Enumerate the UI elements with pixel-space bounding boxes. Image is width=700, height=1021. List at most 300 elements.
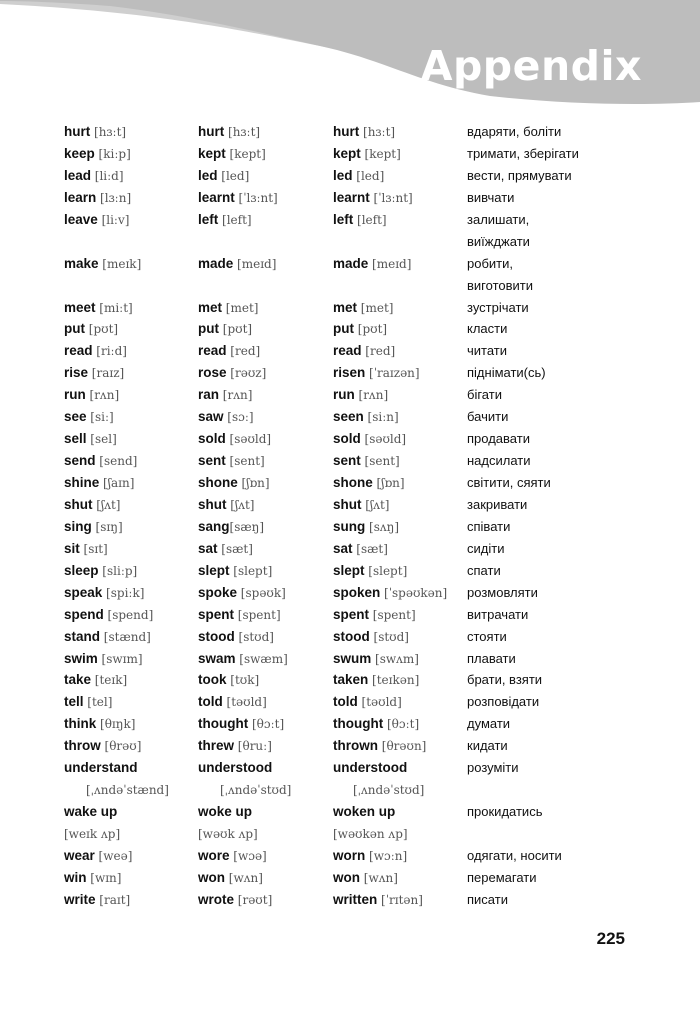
base-form-cell [64,428,117,450]
transcription: [wʌn] [363,870,398,885]
past-simple-cell [198,165,249,187]
past-simple-cell [198,494,255,516]
transcription: [wəʊk ʌp] [198,827,258,841]
transcription: [riːd] [96,344,127,359]
translation-cell: тримати, зберігати [467,145,579,161]
past-participle-cell [333,779,424,801]
verb-word: hurt [198,124,225,139]
past-simple-cell [198,187,278,209]
base-form-cell [64,801,117,822]
verb-word: win [64,869,87,885]
past-simple-cell [198,889,272,911]
transcription: [slept] [233,563,273,578]
translation-cell: зустрічати [467,299,529,315]
transcription: [kept] [364,146,401,161]
translation-cell: перемагати [467,869,537,885]
past-participle-cell [333,735,426,757]
translation-cell: світити, сяяти [467,475,551,490]
transcription: [left] [357,212,387,227]
base-form-cell [64,209,129,231]
base-form-cell [64,867,121,889]
verb-word: read [64,343,93,359]
transcription: [wɔə] [233,848,267,863]
transcription: [ʃɒn] [376,476,405,490]
translation-cell: продавати [467,431,530,447]
verb-word: spoke [198,584,238,600]
verb-word: put [64,321,85,337]
verb-word: wake up [64,804,118,820]
transcription: [lɜːn] [100,190,132,205]
verb-word: read [198,343,227,359]
translation-cell: піднімати(сь) [467,365,546,381]
past-participle-cell [333,823,408,845]
verb-word: won [198,869,225,885]
verb-word: led [198,167,218,183]
base-form-cell [64,713,135,735]
past-participle-cell [333,538,388,560]
transcription: [sent] [364,454,400,469]
verb-word: kept [333,145,361,161]
verb-word: read [333,343,362,359]
verb-word: understood [333,760,408,776]
past-simple-cell [198,253,276,275]
base-form-cell [64,450,137,472]
base-form-cell [64,340,127,362]
verb-word: written [333,891,378,907]
past-participle-cell [333,187,413,209]
past-participle-cell [333,472,405,494]
base-form-cell [64,560,137,582]
transcription: [ˈlɜːnt] [238,190,278,205]
transcription: [spend] [107,607,154,622]
verb-word: made [198,255,234,271]
past-participle-cell [333,340,395,362]
past-simple-cell [198,560,272,582]
verb-word: learn [64,189,97,205]
transcription: [kept] [229,146,266,161]
base-form-cell [64,516,123,538]
translation-cell: вдаряти, боліти [467,124,562,139]
past-simple-cell [198,867,263,889]
past-simple-cell [198,779,291,801]
translation-cell: кидати [467,738,508,754]
verb-word: won [333,869,360,885]
verb-word: send [64,453,96,469]
transcription: [sliːp] [102,563,138,578]
verb-word: worn [333,847,366,863]
transcription: [ˌʌndəˈstænd] [86,783,169,798]
transcription: [liːv] [101,212,130,227]
translation-cell: залишати, [467,211,530,227]
past-simple-cell [198,713,284,735]
page-number: 225 [596,929,625,948]
verb-word: sold [198,431,226,447]
transcription: [pʊt] [357,322,388,337]
verb-word: sold [333,431,361,447]
transcription: [miːt] [99,300,133,315]
verb-word: sleep [64,562,99,578]
transcription: [spent] [237,607,281,622]
translation-cell: розповідати [467,694,540,710]
past-participle-cell [333,867,398,889]
past-participle-cell [333,165,384,187]
translation-cell: співати [467,518,511,534]
transcription: [hɜːt] [363,125,396,139]
transcription: [meɪk] [102,256,142,271]
verb-word: thrown [333,738,378,754]
past-simple-cell [198,648,288,670]
verb-word: wear [64,847,95,863]
translation-cell: бігати [467,387,502,403]
verb-word: led [333,167,353,183]
transcription: [tel] [87,695,113,710]
transcription: [ʃʌt] [365,497,390,512]
verb-word: shone [333,475,373,490]
verb-word: wrote [198,891,235,907]
base-form-cell [64,889,130,911]
past-participle-cell [333,626,409,648]
transcription: [ˈrɪtən] [381,892,423,907]
base-form-cell [64,648,143,670]
verb-word: lead [64,167,92,183]
verb-word: spent [333,606,370,622]
past-participle-cell [333,450,400,472]
transcription: [send] [99,454,138,469]
verb-word: seen [333,409,364,425]
verb-word: shone [198,475,238,490]
transcription: [ʃɒn] [241,476,270,490]
verb-word: left [333,211,354,227]
verb-word: learnt [198,189,235,205]
base-form-cell [64,165,124,187]
transcription: [ˌʌndəˈstʊd] [353,783,425,798]
verb-word: hurt [333,124,360,139]
transcription: [wɔːn] [369,848,408,863]
transcription: [siː] [90,410,114,425]
past-participle-cell [333,494,390,516]
base-form-cell [64,297,133,319]
past-participle-cell [333,801,395,822]
translation-cell: одягати, носити [467,847,562,863]
verb-word: sat [198,540,218,556]
transcription: [wəʊkən ʌp] [333,827,408,841]
translation-cell: надсилати [467,453,531,469]
verb-word: ran [198,387,220,403]
verb-word: sit [64,540,80,556]
translation-cell: бачити [467,409,509,425]
past-simple-cell [198,340,260,362]
translation-cell: виїжджати [467,233,530,249]
transcription: [liːd] [94,168,124,183]
transcription: [swæm] [239,651,288,666]
transcription: [red] [365,344,396,359]
base-form-cell [64,494,121,516]
past-participle-cell [333,560,407,582]
verb-word: stood [198,628,235,644]
transcription: [kiːp] [98,146,131,161]
transcription: [sɔː] [227,410,254,425]
past-participle-cell [333,253,411,275]
transcription: [sæŋ] [229,519,265,534]
verb-word: put [333,321,354,337]
transcription: [rəʊz] [230,366,267,381]
past-participle-cell [333,428,406,450]
transcription: [raɪz] [91,366,125,381]
past-simple-cell [198,801,252,822]
verb-word: rose [198,365,227,381]
past-participle-cell [333,143,401,165]
transcription: [sʌŋ] [369,519,400,534]
base-form-cell [64,406,114,428]
past-simple-cell [198,428,271,450]
verb-word: thought [333,716,384,732]
transcription: [teɪk] [94,673,128,688]
past-simple-cell [198,626,274,648]
transcription: [wɪn] [90,870,122,885]
transcription: [səʊld] [364,432,407,447]
transcription: [θɪŋk] [100,717,136,732]
verb-word: slept [198,562,230,578]
verb-word: take [64,672,92,688]
transcription: [weɪk ʌp] [64,827,121,841]
past-participle-cell [333,669,419,691]
past-simple-cell [198,406,254,428]
translation-cell: розуміти [467,760,519,776]
translation-cell: писати [467,891,508,907]
past-participle-cell [333,889,423,911]
past-participle-cell [333,845,407,867]
verb-word: shut [64,496,93,512]
base-form-cell [64,691,112,713]
verb-word: hurt [64,124,91,139]
transcription: [θrəʊn] [381,739,427,754]
verb-word: make [64,255,99,271]
transcription: [meɪd] [372,256,412,271]
past-participle-cell [333,406,399,428]
base-form-cell [64,735,141,757]
verb-word: saw [198,409,224,425]
past-simple-cell [198,318,252,340]
transcription: [sɪt] [83,541,108,556]
transcription: [pʊt] [88,322,119,337]
past-simple-cell [198,582,286,604]
translation-cell: вивчати [467,189,515,205]
verb-word: put [198,321,219,337]
transcription: [swɪm] [101,651,143,666]
past-simple-cell [198,604,281,626]
transcription: [ˈlɜːnt] [373,190,413,205]
verb-word: swim [64,650,98,666]
base-form-cell [64,604,153,626]
past-participle-cell [333,582,447,604]
past-participle-cell [333,209,387,231]
base-form-cell [64,187,131,209]
verb-word: tell [64,694,84,710]
verb-word: leave [64,211,98,227]
past-participle-cell [333,297,393,319]
base-form-cell [64,779,169,801]
verb-word: stand [64,628,101,644]
transcription: [sɪŋ] [95,519,123,534]
base-form-cell [64,626,151,648]
verb-word: speak [64,584,103,600]
verb-word: told [198,694,223,710]
past-simple-cell [198,450,265,472]
transcription: [ʃʌt] [230,497,255,512]
base-form-cell [64,538,108,560]
verb-word: met [333,299,358,315]
transcription: [θrəʊ] [104,739,142,754]
transcription: [hɜːt] [94,125,127,139]
transcription: [rʌn] [89,388,120,403]
translation-cell: брати, взяти [467,672,543,688]
past-participle-cell [333,318,387,340]
verb-word: woken up [333,804,396,820]
transcription: [spiːk] [106,585,145,600]
translation-cell: думати [467,716,511,732]
past-simple-cell [198,121,260,143]
transcription: [spent] [372,607,416,622]
verb-word: taken [333,672,369,688]
verb-word: told [333,694,358,710]
translation-cell: спати [467,562,501,578]
verb-word: met [198,299,223,315]
verb-word: swam [198,650,236,666]
past-simple-cell [198,845,267,867]
translation-cell: розмовляти [467,584,538,600]
verb-word: risen [333,365,366,381]
verb-word: keep [64,145,95,161]
verb-word: think [64,716,97,732]
transcription: [sent] [229,454,265,469]
past-simple-cell [198,669,259,691]
transcription: [θruː] [237,739,272,754]
verb-word: see [64,409,87,425]
verb-word: sang [198,518,230,534]
past-participle-cell [333,691,402,713]
past-simple-cell [198,538,253,560]
transcription: [təʊld] [361,695,402,710]
transcription: [θɔːt] [252,717,285,732]
past-participle-cell [333,757,407,778]
transcription: [teɪkən] [372,673,420,688]
past-participle-cell [333,384,388,406]
transcription: [təʊld] [226,695,267,710]
verb-word: threw [198,738,235,754]
verb-word: swum [333,650,372,666]
base-form-cell [64,582,144,604]
transcription: [ˈraɪzən] [369,366,420,381]
past-participle-cell [333,604,416,626]
past-participle-cell [333,362,420,384]
transcription: [siːn] [367,410,399,425]
past-participle-cell [333,713,419,735]
past-simple-cell [198,362,266,384]
translation-cell: витрачати [467,606,529,622]
verb-word: meet [64,299,96,315]
verb-word: took [198,672,227,688]
transcription: [spəʊk] [240,585,286,600]
transcription: [left] [222,212,252,227]
transcription: [led] [221,168,250,183]
past-simple-cell [198,757,272,778]
verb-word: throw [64,738,101,754]
base-form-cell [64,121,126,143]
verb-word: learnt [333,189,370,205]
transcription: [met] [360,300,394,315]
base-form-cell [64,253,141,275]
verb-word: sell [64,431,87,447]
verb-word: run [333,387,355,403]
verb-word: understood [198,760,273,776]
transcription: [rʌn] [358,388,389,403]
translation-cell: читати [467,343,508,359]
verb-word: sing [64,518,92,534]
transcription: [raɪt] [99,892,131,907]
translation-cell: стояти [467,628,507,644]
verb-word: shut [333,496,362,512]
base-form-cell [64,472,134,494]
base-form-cell [64,143,131,165]
transcription: [meɪd] [237,256,277,271]
verb-word: shine [64,475,100,490]
transcription: [ˌʌndəˈstʊd] [220,783,292,798]
transcription: [led] [356,168,385,183]
past-participle-cell [333,121,395,143]
transcription: [ʃaɪn] [103,476,135,490]
transcription: [weə] [98,848,133,863]
transcription: [sæt] [221,541,253,556]
verb-word: woke up [198,804,253,820]
past-participle-cell [333,516,399,538]
past-simple-cell [198,209,252,231]
transcription: [rəʊt] [237,892,273,907]
base-form-cell [64,757,138,778]
base-form-cell [64,823,120,845]
base-form-cell [64,318,118,340]
verb-word: sat [333,540,353,556]
verb-word: sent [333,453,361,469]
translation-cell: плавати [467,650,516,666]
transcription: [wʌn] [228,870,263,885]
verb-word: left [198,211,219,227]
transcription: [hɜːt] [228,125,261,139]
past-simple-cell [198,735,272,757]
translation-cell: робити, [467,255,513,271]
verb-word: spent [198,606,235,622]
verb-word: kept [198,145,226,161]
transcription: [ˈspəʊkən] [384,585,448,600]
past-simple-cell [198,384,252,406]
transcription: [stænd] [103,629,151,644]
verb-word: shut [198,496,227,512]
translation-cell: сидіти [467,540,505,556]
past-simple-cell [198,143,266,165]
translation-cell: прокидатись [467,804,543,820]
verb-word: slept [333,562,365,578]
verb-word: thought [198,716,249,732]
transcription: [ʃʌt] [96,497,121,512]
past-simple-cell [198,691,267,713]
past-participle-cell [333,648,419,670]
verb-word: wore [198,847,230,863]
translation-cell: вести, прямувати [467,167,572,183]
verb-word: run [64,387,86,403]
verb-word: made [333,255,369,271]
past-simple-cell [198,516,264,538]
base-form-cell [64,669,127,691]
verb-word: stood [333,628,370,644]
